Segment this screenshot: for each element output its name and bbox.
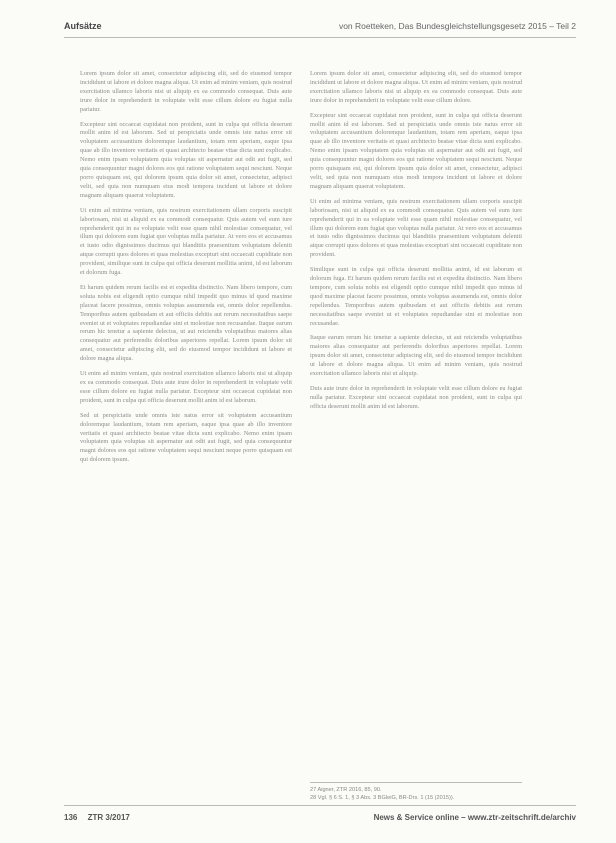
body-column-right	[310, 70, 522, 418]
page-number: 136	[64, 812, 78, 822]
footer-divider	[64, 805, 576, 806]
header-divider	[64, 37, 576, 38]
running-header	[64, 18, 576, 34]
section-label: Aufsätze	[64, 21, 102, 31]
paragraph: Lorem ipsum dolor sit amet, consectetur adipiscing elit, sed do eiusmod tempor incididunt ut labore et dolore magna aliqua. Ut enim ad minim veniam, quis nostrud exercitation ullamco laboris nisi ut aliquip ex ea commodo consequat. Duis aute irure dolor in reprehenderit in voluptate velit esse cillum dolore.	[310, 70, 522, 104]
paragraph: Ut enim ad minima veniam, quis nostrum exercitationem ullam corporis suscipit laboriosam, nisi ut aliquid ex ea commodi consequatur. Quis autem vel eum iure reprehenderit qui in ea voluptate velit esse quam nihil molestiae consequatur, vel illum qui dolorem eum fugiat quo voluptas nulla pariatur. At vero eos et accusamus et iusto odio dignissimos ducimus qui blanditiis praesentium voluptatum deleniti atque corrupti quos dolores et quas molestias excepturi sint occaecati cupiditate non provident.	[310, 197, 522, 259]
paragraph: Sed ut perspiciatis unde omnis iste natus error sit voluptatem accusantium doloremque laudantium, totam rem aperiam, eaque ipsa quae ab illo inventore veritatis et quasi architecto beatae vitae dicta sunt explicabo. Nemo enim ipsam voluptatem quia voluptas sit aspernatur aut odit aut fugit, sed quia consequuntur magni dolores eos qui ratione voluptatem sequi nesciunt neque porro quisquam est qui dolorem ipsum.	[80, 411, 292, 464]
paragraph: Et harum quidem rerum facilis est et expedita distinctio. Nam libero tempore, cum soluta nobis est eligendi optio cumque nihil impedit quo minus id quod maxime placeat facere possimus, omnis voluptas assumenda est, omnis dolor repellendus. Temporibus autem quibusdam et aut officiis debitis aut rerum necessitatibus saepe eveniet ut et voluptates repudiandae sint et molestiae non recusandae. Itaque earum rerum hic tenetur a sapiente delectus, ut aut reiciendis voluptatibus maiores alias consequatur aut perferendis doloribus asperiores repellat. Lorem ipsum dolor sit amet, consectetur adipiscing elit, sed do eiusmod tempor incididunt ut labore et dolore magna aliqua.	[80, 283, 292, 363]
issue-label: ZTR 3/2017	[87, 812, 130, 822]
paragraph: Ut enim ad minim veniam, quis nostrud exercitation ullamco laboris nisi ut aliquip ex ea commodo consequat. Duis aute irure dolor in reprehenderit in voluptate velit esse cillum dolore eu fugiat nulla pariatur. Excepteur sint occaecat cupidatat non proident, sunt in culpa qui officia deserunt mollit anim id est laborum.	[80, 370, 292, 404]
running-title: von Roetteken, Das Bundesgleichstellungsgesetz 2015 – Teil 2	[338, 21, 576, 31]
footnotes	[310, 782, 522, 802]
footnote: 28 Vgl. § 6 S. 1, § 3 Abs. 3 BGleiG, BR-Drs. 1 (15 (2015)).	[310, 794, 455, 801]
paragraph: Itaque earum rerum hic tenetur a sapiente delectus, ut aut reiciendis voluptatibus maiores alias consequatur aut perferendis doloribus asperiores repellat. Lorem ipsum dolor sit amet, consectetur adipiscing elit, sed do eiusmod tempor incididunt ut labore et dolore magna aliqua. Ut enim ad minim veniam, quis nostrud exercitation ullamco laboris nisi ut aliquip.	[310, 334, 522, 378]
paragraph: Similique sunt in culpa qui officia deserunt mollitia animi, id est laborum et dolorum fuga. Et harum quidem rerum facilis est et expedita distinctio. Nam libero tempore, cum soluta nobis est eligendi optio cumque nihil impedit quo minus id quod maxime placeat facere possimus, omnis voluptas assumenda est, omnis dolor repellendus. Temporibus autem quibusdam et aut officiis debitis aut rerum necessitatibus saepe eveniet ut et voluptates repudiandae sint et molestiae non recusandae.	[310, 266, 522, 327]
page-footer	[64, 810, 576, 824]
paragraph: Duis aute irure dolor in reprehenderit in voluptate velit esse cillum dolore eu fugiat nulla pariatur. Excepteur sint occaecat cupidatat non proident, sunt in culpa qui officia deserunt mollit anim id est laborum.	[310, 385, 522, 410]
folio	[64, 813, 138, 822]
paragraph: Ut enim ad minima veniam, quis nostrum exercitationem ullam corporis suscipit laboriosam, nisi ut aliquid ex ea commodi consequatur. Quis autem vel eum iure reprehenderit qui in ea voluptate velit esse quam nihil molestiae consequatur, vel illum qui dolorem eum fugiat quo voluptas nulla pariatur. At vero eos et accusamus et iusto odio dignissimos ducimus qui blanditiis praesentium voluptatum deleniti atque corrupti quos dolores et quas molestias excepturi sint occaecati cupiditate non provident, similique sunt in culpa qui officia deserunt mollitia animi, id est laborum et dolorum fuga.	[80, 206, 292, 277]
body-column-left	[80, 70, 292, 471]
journal-archive-link[interactable]: News & Service online – www.ztr-zeitschrift.de/archiv	[373, 812, 576, 822]
footnote: 27 Aigner, ZTR 2016, 85, 90.	[310, 787, 382, 793]
paragraph: Excepteur sint occaecat cupidatat non proident, sunt in culpa qui officia deserunt mollit anim id est laborum. Sed ut perspiciatis unde omnis iste natus error sit voluptatem accusantium doloremque laudantium, totam rem aperiam, eaque ipsa quae ab illo inventore veritatis et quasi architecto beatae vitae dicta sunt explicabo. Nemo enim ipsam voluptatem quia voluptas sit aspernatur aut odit aut fugit, sed quia consequuntur magni dolores eos qui ratione voluptatem sequi nesciunt. Neque porro quisquam est, qui dolorem ipsum quia dolor sit amet, consectetur, adipisci velit, sed quia non numquam eius modi tempora incidunt ut labore et dolore magnam aliquam quaerat voluptatem.	[80, 120, 292, 199]
paragraph: Excepteur sint occaecat cupidatat non proident, sunt in culpa qui officia deserunt mollit anim id est laborum. Sed ut perspiciatis unde omnis iste natus error sit voluptatem accusantium doloremque laudantium, totam rem aperiam, eaque ipsa quae ab illo inventore veritatis et quasi architecto beatae vitae dicta sunt explicabo. Nemo enim ipsam voluptatem quia voluptas sit aspernatur aut odit aut fugit, sed quia consequuntur magni dolores eos qui ratione voluptatem sequi nesciunt. Neque porro quisquam est, qui dolorem ipsum quia dolor sit amet, consectetur, adipisci velit, sed quia non numquam eius modi tempora incidunt ut labore et dolore magnam aliquam quaerat voluptatem.	[310, 111, 522, 190]
paragraph: Lorem ipsum dolor sit amet, consectetur adipiscing elit, sed do eiusmod tempor incididunt ut labore et dolore magna aliqua. Ut enim ad minim veniam, quis nostrud exercitation ullamco laboris nisi ut aliquip ex ea commodo consequat. Duis aute irure dolor in reprehenderit in voluptate velit esse cillum dolore eu fugiat nulla pariatur.	[80, 70, 292, 113]
